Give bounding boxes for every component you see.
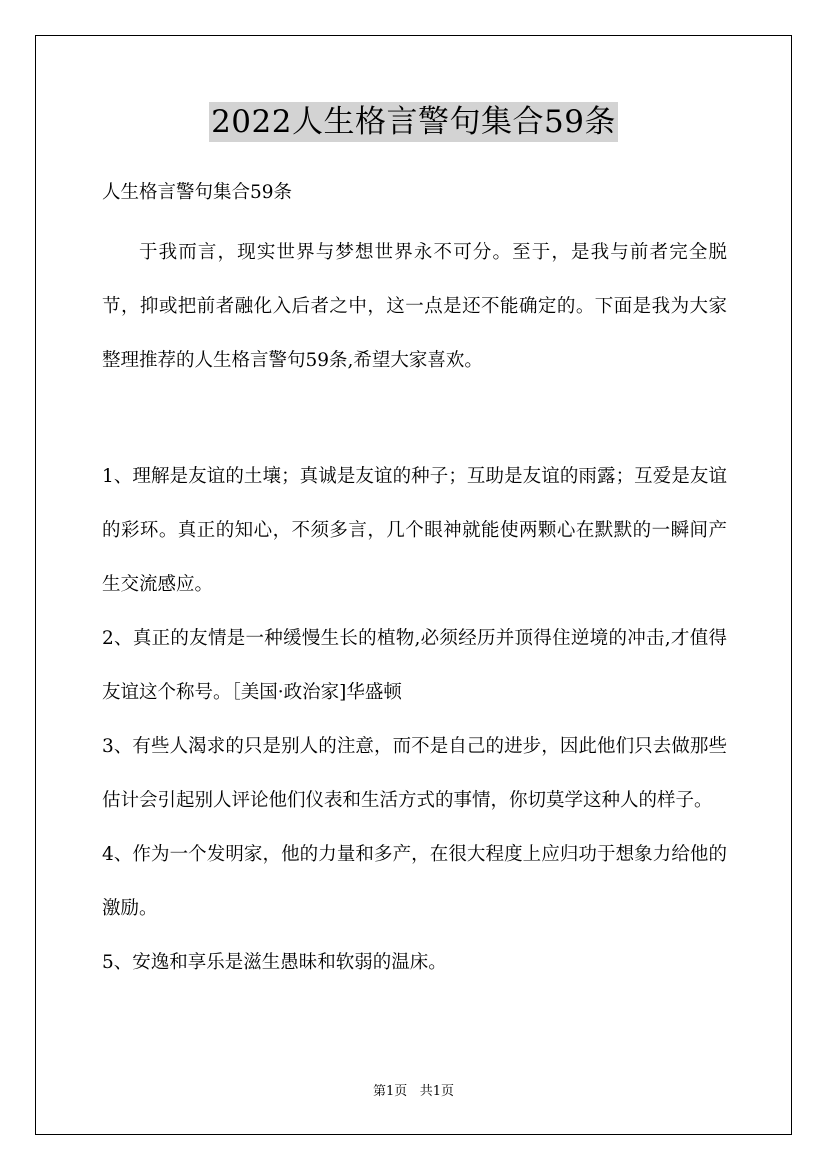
spacer [102,388,727,450]
page-footer [0,1082,827,1102]
page-number: 第1页 [373,1084,408,1099]
quote-item: 2、真正的友情是一种缓慢生长的植物,必须经历并顶得住逆境的冲击,才值得友谊这个称号。［美国·政治家]华盛顿 [102,628,727,703]
title-container [0,102,827,142]
quote-item: 5、安逸和享乐是滋生愚昧和软弱的温床。 [102,952,447,973]
document-subtitle: 人生格言警句集合59条 [102,182,293,203]
quote-item: 4、作为一个发明家，他的力量和多产，在很大程度上应归功于想象力给他的激励。 [102,844,727,919]
quote-item: 3、有些人渴求的只是别人的注意，而不是自己的进步，因此他们只去做那些估计会引起别人评论他们仪表和生活方式的事情，你切莫学这种人的样子。 [102,736,727,811]
document-body [102,175,727,990]
page-total: 共1页 [419,1084,454,1099]
intro-paragraph: 于我而言，现实世界与梦想世界永不可分。至于，是我与前者完全脱节，抑或把前者融化入后者之中，这一点是还不能确定的。下面是我为大家整理推荐的人生格言警句59条,希望大家喜欢。 [102,242,727,371]
quote-item: 1、理解是友谊的土壤；真诚是友谊的种子；互助是友谊的雨露；互爱是友谊的彩环。真正的知心，不须多言，几个眼神就能使两颗心在默默的一瞬间产生交流感应。 [102,466,727,595]
document-title: 2022人生格言警句集合59条 [211,104,616,140]
